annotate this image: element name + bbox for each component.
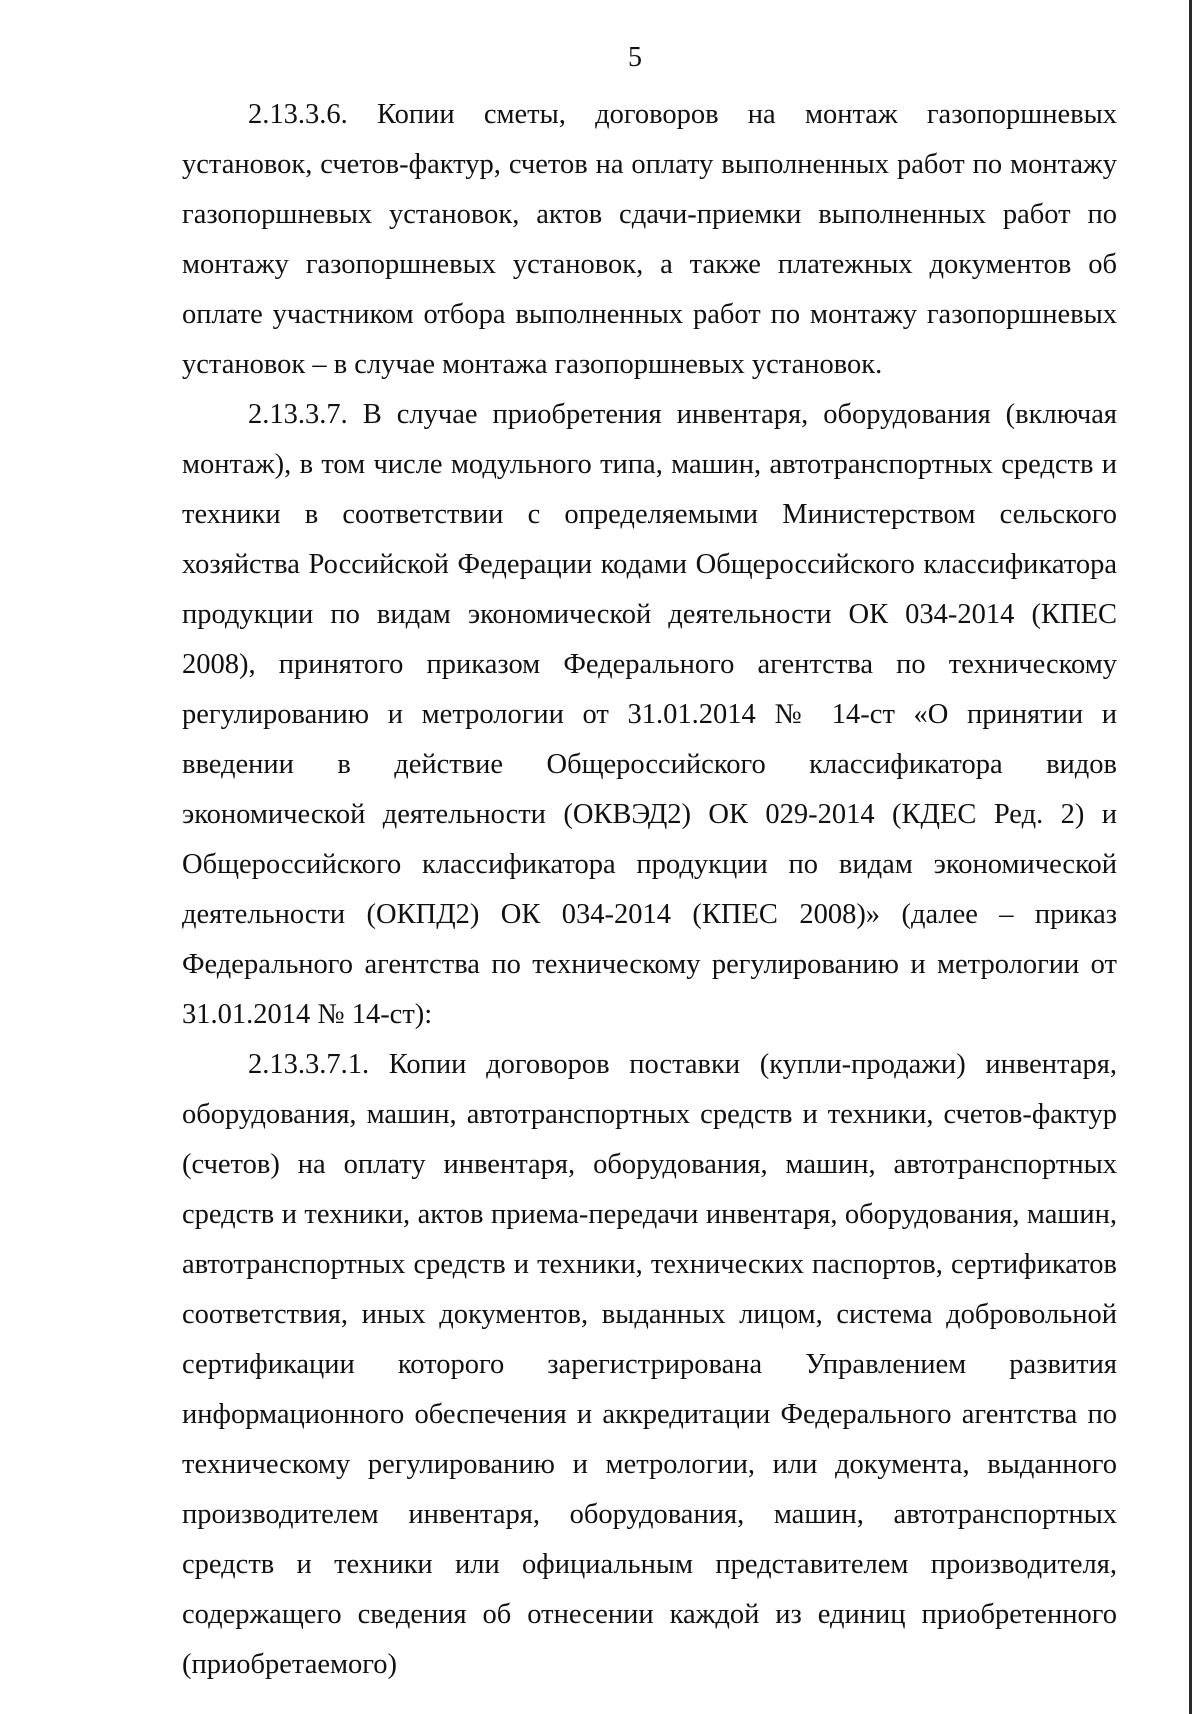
document-body [182,90,1117,1690]
page-number: 5 [628,42,642,73]
paragraph-2-13-3-6: 2.13.3.6. Копии сметы, договоров на монтаж газопоршневых установок, счетов-фактур, счетов на оплату выполненных работ по монтажу газопоршневых установок, актов сдачи-приемки выполненных работ по монтажу газопоршневых установок, а также платежных документов об оплате участником отбора выполненных работ по монтажу газопоршневых установок – в случае монтажа газопоршневых установок. [182,99,1117,380]
scan-edge-line [1189,0,1192,1714]
paragraph-2-13-3-7: 2.13.3.7. В случае приобретения инвентаря, оборудования (включая монтаж), в том числе модульного типа, машин, автотранспортных средств и техники в соответствии с определяемыми Министерством сельского хозяйства Российской Федерации кодами Общероссийского классификатора продукции по видам экономической деятельности ОК 034-2014 (КПЕС 2008), принятого приказом Федерального агентства по техническому регулированию и метрологии от 31.01.2014 № 14-ст «О принятии и введении в действие Общероссийского классификатора видов экономической деятельности (ОКВЭД2) ОК 029-2014 (КДЕС Ред. 2) и Общероссийского классификатора продукции по видам экономической деятельности (ОКПД2) ОК 034-2014 (КПЕС 2008)» (далее – приказ Федерального агентства по техническому регулированию и метрологии от 31.01.2014 № 14-ст): [182,399,1117,1030]
paragraph-2-13-3-7-1: 2.13.3.7.1. Копии договоров поставки (купли-продажи) инвентаря, оборудования, машин, автотранспортных средств и техники, счетов-фактур (счетов) на оплату инвентаря, оборудования, машин, автотранспортных средств и техники, актов приема-передачи инвентаря, оборудования, машин, автотранспортных средств и техники, технических паспортов, сертификатов соответствия, иных документов, выданных лицом, система добровольной сертификации которого зарегистрирована Управлением развития информационного обеспечения и аккредитации Федерального агентства по техническому регулированию и метрологии, или документа, выданного производителем инвентаря, оборудования, машин, автотранспортных средств и техники или официальным представителем производителя, содержащего сведения об отнесении каждой из единиц приобретенного (приобретаемого) [182,1049,1117,1680]
